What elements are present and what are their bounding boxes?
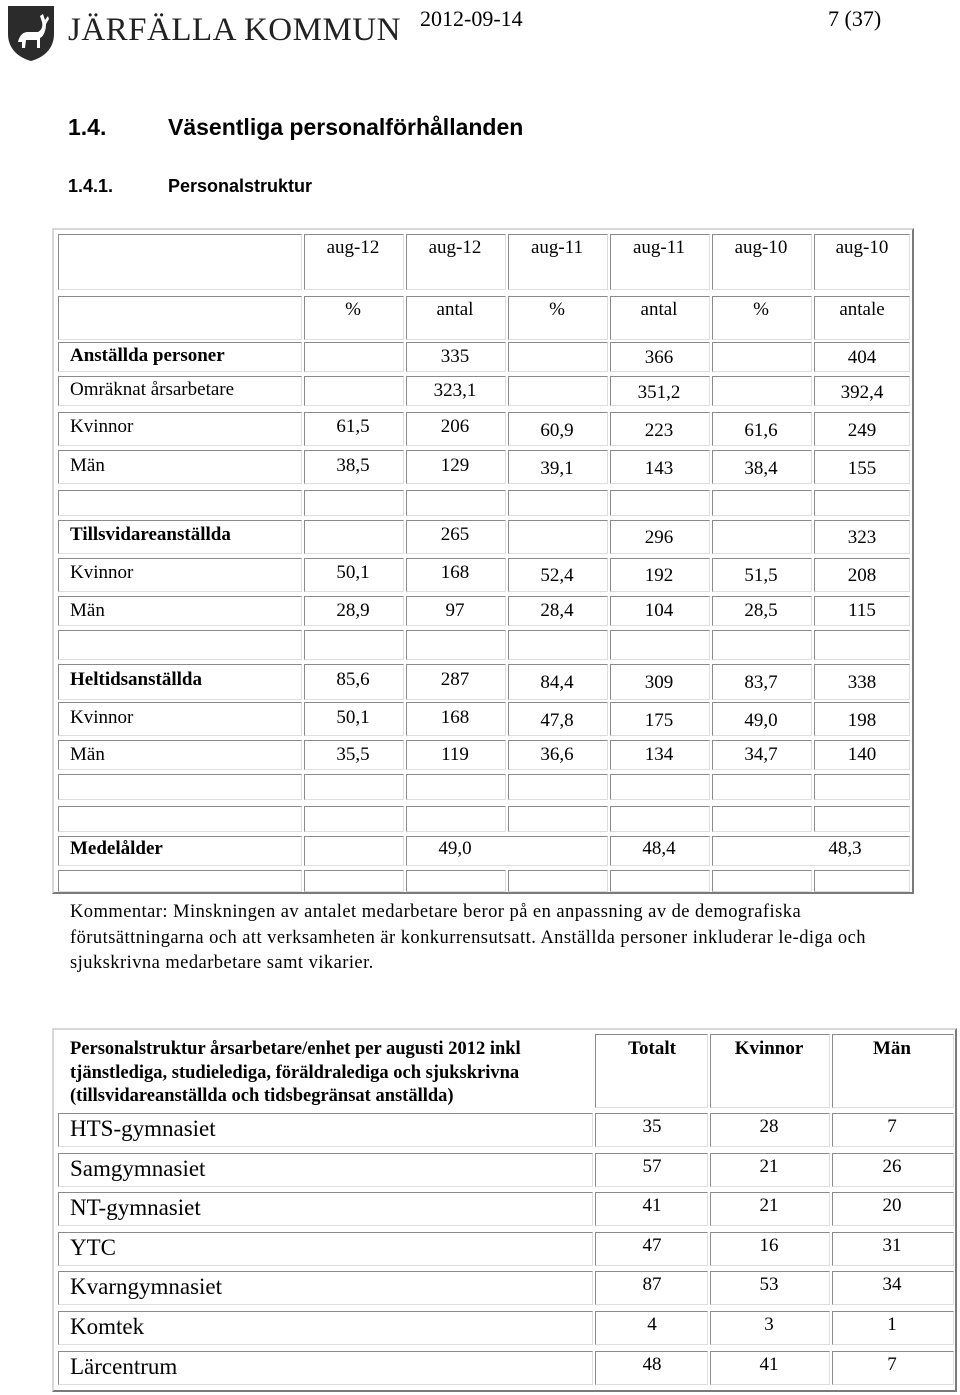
table-cell <box>610 630 710 660</box>
page-number: 7 (37) <box>828 6 882 31</box>
table-cell <box>406 490 506 516</box>
table-cell <box>58 630 302 660</box>
table-value: 134 <box>644 744 674 765</box>
section-title: Väsentliga personalförhållanden <box>168 114 524 140</box>
table-cell <box>712 490 812 516</box>
table-value: 175 <box>644 710 674 731</box>
subsection-number: 1.4.1. <box>68 176 114 196</box>
unit-value: 47 <box>642 1234 662 1256</box>
table-value: 143 <box>644 458 674 479</box>
table-value: 287 <box>440 669 470 690</box>
column-header-unit: antal <box>436 299 474 320</box>
unit-name: Samgymnasiet <box>70 1155 206 1181</box>
table-value: 168 <box>440 562 470 583</box>
table-cell <box>712 836 910 866</box>
table-value: 168 <box>440 707 470 728</box>
table-value: 338 <box>847 672 877 693</box>
subsection-title: Personalstruktur <box>168 176 313 196</box>
table-cell <box>712 342 812 372</box>
table-cell <box>304 342 404 372</box>
municipality-crest-icon <box>6 4 56 62</box>
table-value: 129 <box>440 455 470 476</box>
table-cell <box>58 806 302 832</box>
unit-value: 7 <box>887 1116 897 1137</box>
column-header-women: Kvinnor <box>734 1038 804 1059</box>
row-label: Anställda personer <box>70 345 225 366</box>
table-value: 28,5 <box>744 600 778 621</box>
row-label: Kvinnor <box>70 416 134 437</box>
table-cell <box>406 870 506 892</box>
table-value: 34,7 <box>744 744 778 765</box>
table-value: 192 <box>644 565 674 586</box>
table-cell <box>304 806 404 832</box>
unit-value: 87 <box>642 1274 662 1296</box>
table-value: 155 <box>847 458 877 479</box>
row-label: Kvinnor <box>70 562 134 583</box>
unit-value: 41 <box>759 1353 779 1375</box>
table-cell <box>508 342 608 372</box>
column-header-period: aug-12 <box>326 237 380 258</box>
table-cell <box>304 490 404 516</box>
unit-value: 57 <box>642 1155 662 1177</box>
row-label: Tillsvidareanställda <box>70 524 231 545</box>
row-label: Män <box>70 600 105 621</box>
column-header-unit: antal <box>640 299 678 320</box>
row-label: Medelålder <box>70 838 163 859</box>
table-value: 49,0 <box>744 710 778 731</box>
table-value: 265 <box>440 524 470 545</box>
table-value: 249 <box>847 420 877 441</box>
table-value: 140 <box>847 744 877 765</box>
table-value: 36,6 <box>540 744 574 765</box>
table-cell <box>610 490 710 516</box>
table-cell <box>508 806 608 832</box>
subsection-heading <box>68 176 313 197</box>
table-cell <box>508 490 608 516</box>
table-cell <box>814 806 910 832</box>
unit-value: 20 <box>882 1195 902 1217</box>
document-date: 2012-09-14 <box>420 6 523 31</box>
table-cell <box>508 520 608 554</box>
unit-name: YTC <box>70 1234 116 1260</box>
unit-value: 48 <box>642 1353 662 1375</box>
column-header-period: aug-11 <box>632 237 686 258</box>
column-header-unit: % <box>549 299 565 320</box>
column-header-men: Män <box>873 1038 911 1059</box>
row-label: Heltidsanställda <box>70 669 202 690</box>
table-value: 35,5 <box>336 744 370 765</box>
table-value: 39,1 <box>540 458 574 479</box>
column-header-unit: % <box>753 299 769 320</box>
unit-name: Komtek <box>70 1314 145 1339</box>
table-value: 323 <box>847 527 877 548</box>
table-value: 49,0 <box>438 838 472 859</box>
table-value: 296 <box>644 527 674 548</box>
table-value: 119 <box>441 744 469 765</box>
table-value: 404 <box>847 347 877 368</box>
table-cell <box>58 296 302 340</box>
comment-text: Kommentar: Minskningen av antalet medarbetare beror på en anpassning av de demografiska förutsättningarna och att verksamheten är konkurrensutsatt. Anställda personer inkluderar le-diga och sjukskrivna medarbetare samt vikarier. <box>70 902 866 973</box>
table-cell <box>304 376 404 406</box>
unit-value: 3 <box>764 1314 774 1335</box>
column-header-total: Totalt <box>628 1038 676 1059</box>
unit-value: 41 <box>642 1195 662 1217</box>
table-cell <box>58 774 302 800</box>
table-value: 50,1 <box>336 707 370 728</box>
column-header-period: aug-11 <box>530 237 584 258</box>
table-value: 206 <box>440 416 470 437</box>
table-value: 208 <box>847 565 877 586</box>
table-cell <box>814 774 910 800</box>
table-value: 198 <box>847 710 877 731</box>
unit-value: 34 <box>882 1274 902 1296</box>
table-cell <box>712 774 812 800</box>
table-cell <box>58 234 302 290</box>
table-value: 52,4 <box>540 565 574 586</box>
table-value: 61,6 <box>744 420 778 441</box>
table-value: 60,9 <box>540 420 574 441</box>
table-value: 51,5 <box>744 565 778 586</box>
unit-value: 26 <box>882 1155 902 1177</box>
unit-name: Lärcentrum <box>70 1353 178 1379</box>
table-value: 85,6 <box>336 669 370 690</box>
table-cell <box>712 520 812 554</box>
row-label: Män <box>70 744 105 765</box>
table-cell <box>304 774 404 800</box>
table-cell <box>58 490 302 516</box>
table-cell <box>304 520 404 554</box>
column-header-period: aug-10 <box>835 237 889 258</box>
unit-value: 35 <box>642 1116 662 1137</box>
table-cell <box>58 1232 593 1266</box>
table-cell <box>508 630 608 660</box>
row-label: Män <box>70 455 105 476</box>
table-value: 28,4 <box>540 600 574 621</box>
section-number: 1.4. <box>68 114 107 140</box>
unit-value: 21 <box>759 1195 779 1217</box>
column-header-period: aug-12 <box>428 237 482 258</box>
unit-table-title: Personalstruktur årsarbetare/enhet per augusti 2012 inkl tjänstlediga, studielediga, föräldralediga och sjukskrivna (tillsvidareanställda och tidsbegränsat anställda) <box>70 1039 521 1106</box>
table-cell <box>712 870 812 892</box>
table-cell <box>814 630 910 660</box>
table-value: 48,4 <box>642 838 676 859</box>
unit-value: 16 <box>759 1234 779 1256</box>
table-value: 47,8 <box>540 710 574 731</box>
table-cell <box>406 806 506 832</box>
table-cell <box>406 836 608 866</box>
table-cell <box>814 870 910 892</box>
unit-value: 28 <box>759 1116 779 1137</box>
row-label: Kvinnor <box>70 707 134 728</box>
table-value: 48,3 <box>828 838 862 859</box>
table-value: 61,5 <box>336 416 370 437</box>
table-cell <box>712 630 812 660</box>
table-cell <box>58 870 302 892</box>
unit-name: NT-gymnasiet <box>70 1195 201 1221</box>
table-cell <box>712 376 812 406</box>
table-value: 104 <box>644 600 674 621</box>
table-value: 115 <box>848 600 876 621</box>
unit-name: Kvarngymnasiet <box>70 1274 223 1300</box>
table-value: 38,4 <box>744 458 778 479</box>
unit-value: 53 <box>759 1274 779 1296</box>
table-value: 351,2 <box>637 382 681 403</box>
table-value: 323,1 <box>433 380 477 401</box>
table-value: 83,7 <box>744 672 778 693</box>
table-value: 223 <box>644 420 674 441</box>
brand-name: JÄRFÄLLA KOMMUN <box>68 12 401 48</box>
table-value: 84,4 <box>540 672 574 693</box>
section-heading <box>68 114 524 141</box>
table-value: 97 <box>445 600 465 621</box>
table-cell <box>304 836 404 866</box>
table-value: 309 <box>644 672 674 693</box>
unit-value: 7 <box>887 1353 897 1375</box>
column-header-unit: antale <box>839 299 885 320</box>
table-value: 366 <box>644 347 674 368</box>
row-label: Omräknat årsarbetare <box>70 379 235 400</box>
table-value: 50,1 <box>336 562 370 583</box>
table-value: 38,5 <box>336 455 370 476</box>
unit-value: 31 <box>882 1234 902 1256</box>
table-value: 28,9 <box>336 600 370 621</box>
table-cell <box>610 774 710 800</box>
unit-value: 1 <box>887 1314 897 1335</box>
table-cell <box>610 870 710 892</box>
table-cell <box>304 870 404 892</box>
table-cell <box>610 806 710 832</box>
table-cell <box>814 490 910 516</box>
table-value: 335 <box>440 346 470 367</box>
unit-value: 21 <box>759 1155 779 1177</box>
column-header-period: aug-10 <box>734 237 788 258</box>
table-cell <box>406 630 506 660</box>
column-header-unit: % <box>345 299 361 320</box>
table-cell <box>406 774 506 800</box>
unit-value: 4 <box>647 1314 657 1335</box>
table-cell <box>508 870 608 892</box>
table-cell <box>508 376 608 406</box>
table-cell <box>712 806 812 832</box>
unit-name: HTS-gymnasiet <box>70 1116 216 1141</box>
table-cell <box>508 774 608 800</box>
table-cell <box>304 630 404 660</box>
table-value: 392,4 <box>840 382 884 403</box>
